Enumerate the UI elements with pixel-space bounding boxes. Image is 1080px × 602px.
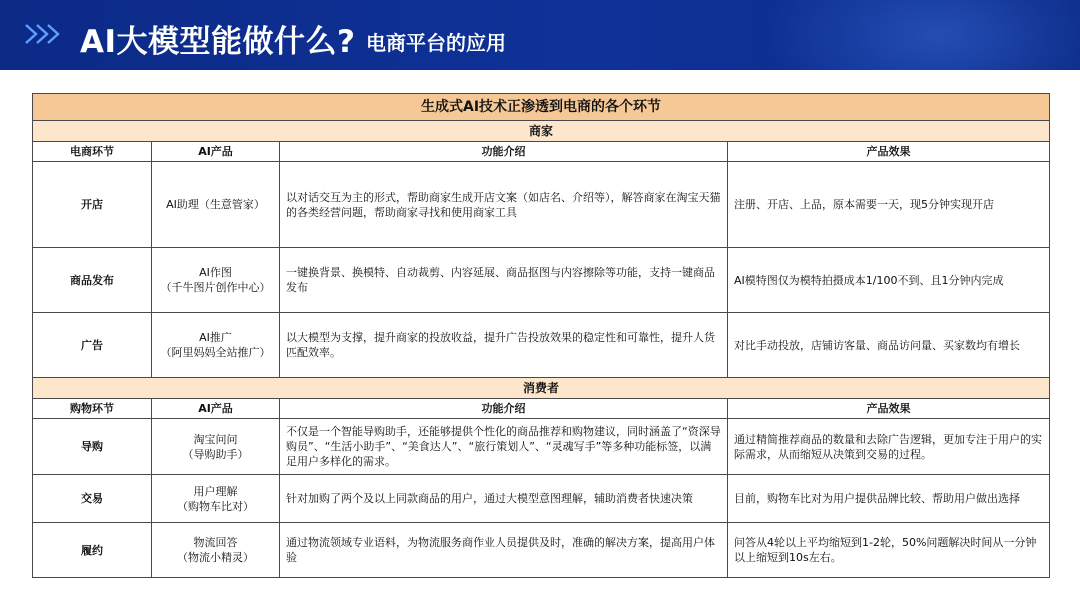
column-header: 产品效果 — [728, 142, 1050, 162]
product-name: AI助理（生意管家） — [166, 198, 265, 211]
double-chevron-right-icon — [22, 22, 66, 46]
stage-cell: 商品发布 — [33, 248, 152, 313]
effect-cell: 问答从4轮以上平均缩短到1-2轮，50%问题解决时间从一分钟以上缩短到10s左右。 — [728, 523, 1050, 578]
product-cell — [152, 313, 280, 378]
stage-cell: 广告 — [33, 313, 152, 378]
header-glow — [760, 0, 1080, 70]
product-note: （物流小精灵） — [177, 551, 254, 564]
product-cell — [152, 419, 280, 475]
table-row — [33, 523, 1050, 578]
table-row — [33, 248, 1050, 313]
product-note: （购物车比对） — [177, 499, 254, 513]
description-cell: 以大模型为支撑，提升商家的投放收益，提升广告投放效果的稳定性和可靠性，提升人货匹配效率。 — [280, 313, 728, 378]
description-cell: 通过物流领域专业语料，为物流服务商作业人员提供及时，准确的解决方案，提高用户体验 — [280, 523, 728, 578]
column-header: AI产品 — [152, 399, 280, 419]
stage-cell: 履约 — [33, 523, 152, 578]
table-row — [33, 475, 1050, 523]
stage-cell: 交易 — [33, 475, 152, 523]
product-name: 用户理解 — [193, 484, 238, 498]
effect-cell: 对比手动投放，店铺访客量、商品访问量、买家数均有增长 — [728, 313, 1050, 378]
product-cell — [152, 523, 280, 578]
description-cell: 不仅是一个智能导购助手，还能够提供个性化的商品推荐和购物建议，同时涵盖了“资深导购员”、“生活小助手”、“美食达人”、“旅行策划人”、“灵魂写手”等多种功能标签，以满足用户多样化的需求。 — [280, 419, 728, 475]
column-header: AI产品 — [152, 142, 280, 162]
product-cell — [152, 162, 280, 248]
table-row — [33, 419, 1050, 475]
ecommerce-ai-table — [32, 93, 1049, 578]
section-merchant: 商家 — [33, 121, 1050, 142]
slide-header — [0, 0, 1080, 70]
effect-cell: 注册、开店、上品，原本需要一天，现5分钟实现开店 — [728, 162, 1050, 248]
description-cell: 以对话交互为主的形式，帮助商家生成开店文案（如店名、介绍等），解答商家在淘宝天猫的各类经营问题，帮助商家寻找和使用商家工具 — [280, 162, 728, 248]
product-note: （千牛图片创作中心） — [160, 281, 271, 294]
column-header: 电商环节 — [33, 142, 152, 162]
section-consumer: 消费者 — [33, 378, 1050, 399]
stage-cell: 导购 — [33, 419, 152, 475]
column-header: 购物环节 — [33, 399, 152, 419]
page-subtitle: 电商平台的应用 — [366, 31, 506, 55]
page-title: AI大模型能做什么? — [80, 24, 356, 60]
product-name: AI推广 — [199, 331, 232, 344]
description-cell: 针对加购了两个及以上同款商品的用户，通过大模型意图理解，辅助消费者快速决策 — [280, 475, 728, 523]
product-note: （导购助手） — [182, 447, 249, 461]
effect-cell: 目前，购物车比对为用户提供品牌比较、帮助用户做出选择 — [728, 475, 1050, 523]
product-note: （阿里妈妈全站推广） — [160, 346, 271, 359]
table-row — [33, 162, 1050, 248]
product-name: AI作图 — [199, 266, 232, 279]
product-cell — [152, 475, 280, 523]
product-name: 淘宝问问 — [193, 432, 238, 446]
column-header: 功能介绍 — [280, 399, 728, 419]
description-cell: 一键换背景、换模特、自动裁剪、内容延展、商品抠图与内容擦除等功能，支持一键商品发布 — [280, 248, 728, 313]
effect-cell: 通过精简推荐商品的数量和去除广告逻辑，更加专注于用户的实际需求，从而缩短从决策到交易的过程。 — [728, 419, 1050, 475]
table-row — [33, 313, 1050, 378]
product-name: 物流回答 — [193, 536, 238, 549]
table-title: 生成式AI技术正渗透到电商的各个环节 — [33, 94, 1050, 121]
stage-cell: 开店 — [33, 162, 152, 248]
column-header: 功能介绍 — [280, 142, 728, 162]
effect-cell: AI模特图仅为模特拍摄成本1/100不到、且1分钟内完成 — [728, 248, 1050, 313]
product-cell — [152, 248, 280, 313]
column-header: 产品效果 — [728, 399, 1050, 419]
